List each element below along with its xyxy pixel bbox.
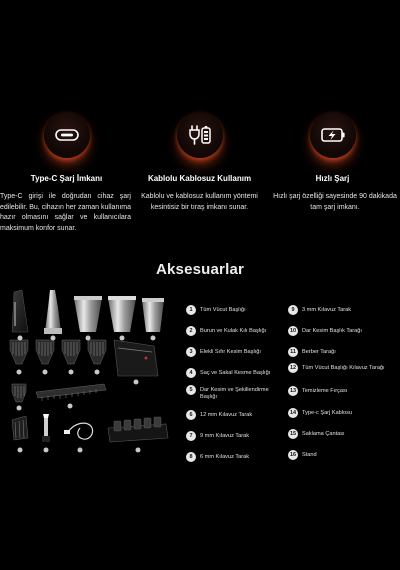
item-label: Temizleme Fırçası <box>302 387 348 394</box>
item-number-badge: 10 <box>289 328 297 334</box>
list-item <box>186 452 249 466</box>
feature-description: Hızlı şarj özelliği sayesinde 90 dakikada tam şarj imkanı. <box>273 193 397 211</box>
feature-icon-ring <box>177 112 223 158</box>
list-item <box>186 431 249 445</box>
item-number-badge: 8 <box>186 452 196 462</box>
list-item <box>288 326 362 340</box>
item-number-badge: 9 <box>288 305 298 315</box>
usb-c-port-icon <box>53 121 81 149</box>
feature-icon-ring <box>44 112 90 158</box>
list-item <box>186 368 270 382</box>
item-number-badge: 16 <box>289 452 297 458</box>
item-label: Dar Kesim Başlık Tarağı <box>302 327 362 334</box>
list-item <box>186 305 246 319</box>
item-number-badge: 7 <box>186 431 196 441</box>
feature-type-c <box>0 94 133 254</box>
item-number-badge: 15 <box>289 431 297 437</box>
item-number-badge: 4 <box>186 368 196 378</box>
list-item <box>186 385 282 405</box>
feature-title: Hızlı Şarj <box>315 174 350 183</box>
item-number-badge: 3 <box>186 347 196 357</box>
list-item <box>288 408 352 422</box>
item-label: Tüm Vücut Başlığı <box>200 306 246 313</box>
item-label: Berber Tarağı <box>302 348 336 355</box>
feature-description: Type-C girişi ile doğrudan cihaz şarj edilebilir. Bu, cihazın her zaman kullanıma hazır olmasını sağlar ve kullanıcılara maksimum konfor sunar. <box>0 193 131 232</box>
item-label: Type-c Şarj Kablosu <box>302 409 353 416</box>
item-number-badge: 2 <box>186 326 196 336</box>
item-number-badge: 13 <box>289 388 297 394</box>
feature-icon-ring <box>310 112 356 158</box>
list-item <box>288 386 347 400</box>
item-number-badge: 5 <box>186 385 196 395</box>
fast-charge-battery-icon <box>319 121 347 149</box>
list-item <box>186 410 252 424</box>
list-item <box>288 347 336 361</box>
item-label: Stand <box>302 451 317 458</box>
list-item <box>288 450 317 464</box>
item-label: 6 mm Kılavuz Tarak <box>200 453 250 460</box>
item-label: Burun ve Kulak Kılı Başlığı <box>200 327 267 334</box>
item-number-badge: 12 <box>289 365 297 371</box>
item-label: 12 mm Kılavuz Tarak <box>200 411 253 418</box>
list-item <box>186 347 261 361</box>
item-number-badge: 11 <box>288 347 298 357</box>
feature-fast-charge <box>266 94 399 254</box>
item-number-badge: 1 <box>186 305 196 315</box>
feature-wired-wireless <box>133 94 266 254</box>
item-number-badge: 6 <box>186 410 196 420</box>
accessories-illustration <box>8 288 173 460</box>
list-item <box>288 305 351 319</box>
item-label: Dar Kesim ve Şekillendirme Başlığı <box>200 386 269 400</box>
features-section <box>0 94 400 254</box>
list-item <box>186 326 266 340</box>
list-item <box>288 363 394 383</box>
item-label: Saç ve Sakal Kesme Başlığı <box>200 369 271 376</box>
list-item <box>288 429 345 443</box>
accessories-image <box>8 288 173 460</box>
plug-battery-icon <box>186 121 214 149</box>
item-label: Saklama Çantası <box>302 430 345 437</box>
item-label: 9 mm Kılavuz Tarak <box>200 432 250 439</box>
item-label: Elekli Sıfır Kesim Başlığı <box>200 348 261 355</box>
feature-title: Kablolu Kablosuz Kullanım <box>147 174 252 183</box>
feature-description: Kablolu ve kablosuz kullanım yöntemi kesintisiz bir tıraş imkanı sunar. <box>141 193 258 211</box>
feature-title: Type-C Şarj İmkanı <box>30 174 103 183</box>
item-number-badge: 14 <box>289 410 297 416</box>
accessories-title: Aksesuarlar <box>155 261 245 278</box>
item-label: 3 mm Kılavuz Tarak <box>302 306 352 313</box>
item-label: Tüm Vücut Başlığı Kılavuz Tarağı <box>302 364 385 371</box>
